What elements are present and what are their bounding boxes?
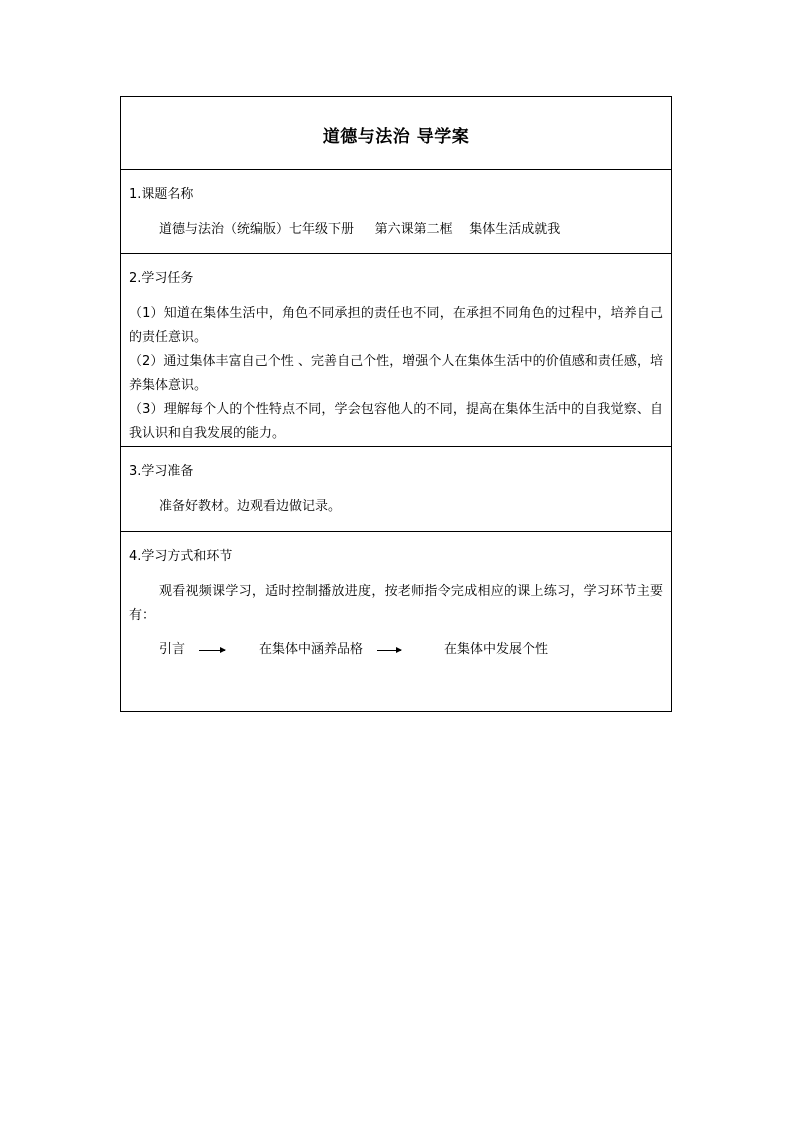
title-row: [121, 97, 671, 170]
section-heading: 2.学习任务: [129, 271, 194, 286]
flow-step-personality: 在集体中发展个性: [444, 642, 549, 657]
arrow-right-icon: [199, 650, 225, 651]
document-title: 道德与法治 导学案: [322, 127, 470, 147]
flow-step-character: 在集体中涵养品格: [259, 642, 364, 657]
preparation-text: 准备好教材。边观看边做记录。: [159, 499, 342, 514]
section-method: [121, 532, 671, 711]
section-heading: 3.学习准备: [129, 464, 194, 479]
arrow-right-icon: [377, 650, 401, 651]
guide-table: [120, 96, 672, 712]
flow-step-intro: 引言: [159, 642, 186, 657]
section-preparation: [121, 447, 671, 532]
section-tasks: [121, 254, 671, 447]
task-item-1: （1）知道在集体生活中，角色不同承担的责任也不同，在承担不同角色的过程中，培养自己的责任意识。: [129, 306, 663, 345]
section-topic: [121, 170, 671, 254]
learning-flow: [159, 642, 639, 658]
topic-text: 道德与法治（统编版）七年级下册 第六课第二框 集体生活成就我: [159, 222, 561, 237]
task-item-3: （3）理解每个人的个性特点不同，学会包容他人的不同，提高在集体生活中的自我觉察、自我认识和自我发展的能力。: [129, 402, 663, 441]
task-item-2: （2）通过集体丰富自己个性 、完善自己个性，增强个人在集体生活中的价值感和责任感，培养集体意识。: [129, 354, 663, 393]
section-heading: 1.课题名称: [129, 187, 194, 202]
method-text: 观看视频课学习，适时控制播放进度，按老师指令完成相应的课上练习，学习环节主要有：: [129, 584, 663, 623]
section-heading: 4.学习方式和环节: [129, 549, 233, 564]
